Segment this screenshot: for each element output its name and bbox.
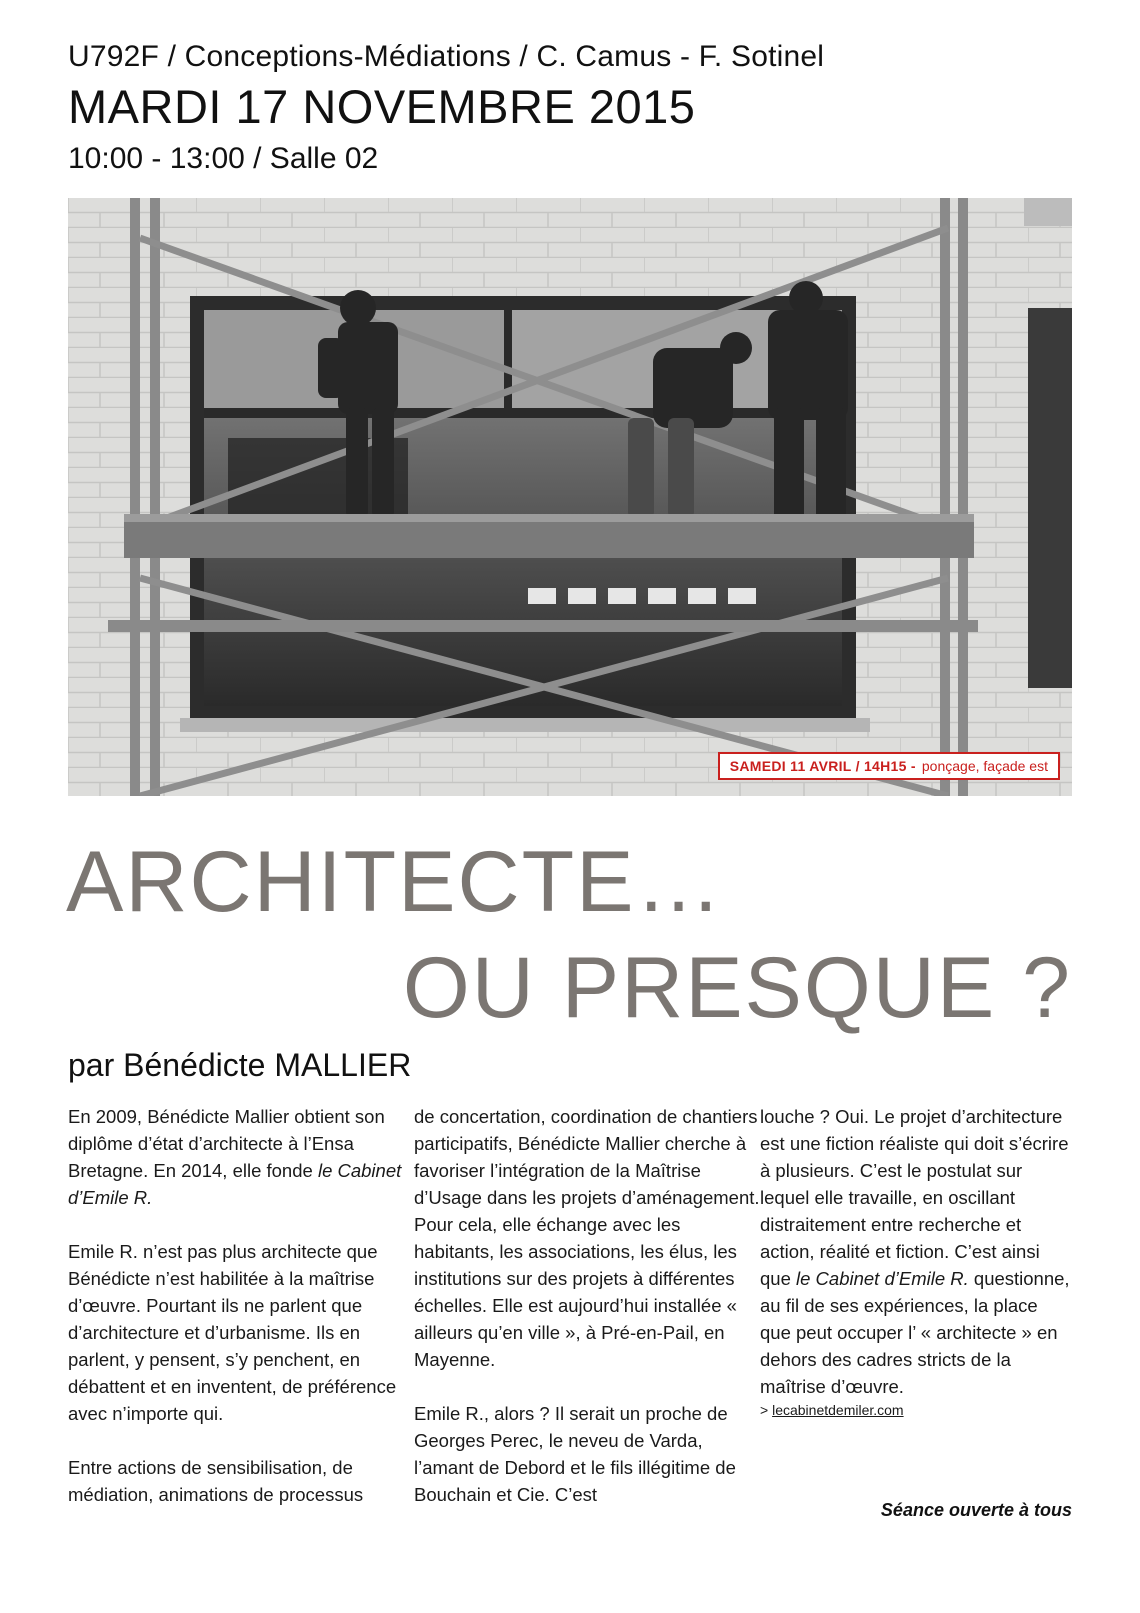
scaffolding-photo <box>68 198 1072 796</box>
column-1 <box>68 1103 414 1508</box>
open-session-note: Séance ouverte à tous <box>880 1500 1072 1520</box>
course-line: U792F / Conceptions-Médiations / C. Camus - F. Sotinel <box>68 40 825 73</box>
paragraph: Entre actions de sensibilisation, de médiation, animations de processus <box>68 1457 364 1505</box>
cabinet-name: le Cabinet d’Emile R. <box>796 1268 969 1289</box>
title-line-2: OU PRESQUE ? <box>402 940 1072 1036</box>
event-date: MARDI 17 NOVEMBRE 2015 <box>68 80 696 133</box>
caption-date: SAMEDI 11 AVRIL / 14H15 - <box>729 758 916 774</box>
paragraph-text: louche ? Oui. Le projet d’architecture est une fiction réaliste qui doit s’écrire à plusieurs. C’est le postulat sur lequel elle travaille, en oscillant distraitement entre recherche et action, réalité et fiction. C’est ainsi que <box>760 1106 1069 1289</box>
column-3 <box>760 1103 1072 1508</box>
link-text[interactable]: lecabinetdemiler.com <box>772 1402 904 1418</box>
paragraph: de concertation, coordination de chantiers participatifs, Bénédicte Mallier cherche à favoriser l’intégration de la Maîtrise d’Usage dans les projets d’aménagement. Pour cela, elle échange avec les habitants, les associations, les élus, les institutions sur des projets à différentes échelles. Elle est aujourd’hui installée « ailleurs qu’en ville », à Pré-en-Pail, en Mayenne. <box>414 1106 760 1370</box>
photo-caption <box>718 752 1060 780</box>
title-line-1: ARCHITECTE… <box>66 834 724 930</box>
event-time-room: 10:00 - 13:00 / Salle 02 <box>68 142 379 175</box>
header <box>68 36 1068 180</box>
caption-description: ponçage, façade est <box>921 758 1048 774</box>
paragraph <box>760 1103 1072 1400</box>
website-link[interactable] <box>760 1400 1072 1420</box>
paragraph-text: En 2009, Bénédicte Mallier obtient son diplôme d’état d’architecte à l’Ensa Bretagne. En 2014, elle fonde <box>68 1106 385 1181</box>
byline: par Bénédicte MALLIER <box>68 1047 412 1083</box>
paragraph-text: questionne, au fil de ses expériences, la place que peut occuper l’ « architecte » en dehors des cadres stricts de la maîtrise d’œuvre. <box>760 1268 1070 1397</box>
paragraph <box>68 1103 414 1211</box>
photo-illustration <box>68 198 1072 796</box>
paragraph: Emile R., alors ? Il serait un proche de Georges Perec, le neveu de Varda, l’amant de Debord et le fils illégitime de Bouchain et Cie. C’est <box>414 1403 736 1505</box>
paragraph: Emile R. n’est pas plus architecte que Bénédicte n’est habilitée à la maîtrise d’œuvre. Pourtant ils ne parlent que d’architecture et d’urbanisme. Ils en parlent, y pensent, s’y penchent, en débattent et en inventent, de préférence avec n’importe qui. <box>68 1241 397 1424</box>
column-2 <box>414 1103 760 1508</box>
body-columns <box>68 1103 1072 1508</box>
cabinet-name: le Cabinet d’Emile R. <box>68 1160 402 1208</box>
link-prefix: > <box>760 1402 769 1418</box>
